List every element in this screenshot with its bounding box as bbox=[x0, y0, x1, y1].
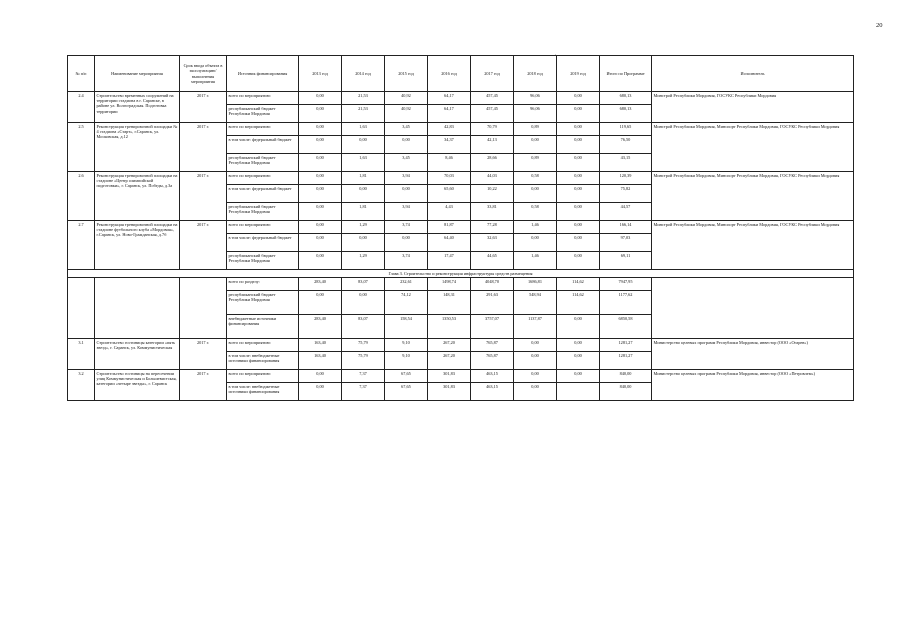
value-cell: 6850,58 bbox=[600, 315, 652, 339]
value-cell: 3,45 bbox=[385, 154, 428, 172]
value-cell: 0,00 bbox=[557, 203, 600, 221]
value-cell: 4,43 bbox=[428, 203, 471, 221]
value-cell: 42,83 bbox=[428, 123, 471, 136]
funding-source: в том числе: федеральный бюджет bbox=[227, 136, 299, 154]
value-cell: 67,65 bbox=[385, 370, 428, 383]
item-name: Строительство временных сооружений на территории стадиона в г. Саранске, в районе ул. Волгоградская. Подготовка территории bbox=[95, 92, 180, 123]
funding-source: всего по мероприятию: bbox=[227, 123, 299, 136]
value-cell: 0,00 bbox=[299, 172, 342, 185]
value-cell: 65,60 bbox=[428, 185, 471, 203]
table-body bbox=[68, 92, 854, 401]
value-cell: 21,53 bbox=[342, 105, 385, 123]
value-cell: 64,17 bbox=[428, 92, 471, 105]
item-executor: Минстрой Республики Мордовия, Минспорт Республики Мордовия, ГОСУКС Республики Мордовия bbox=[652, 221, 854, 270]
funding-source: в том числе: федеральный бюджет bbox=[227, 185, 299, 203]
value-cell: 0,00 bbox=[557, 154, 600, 172]
value-cell: 1686,81 bbox=[514, 278, 557, 291]
value-cell: 0,00 bbox=[299, 383, 342, 401]
value-cell: 1281,27 bbox=[600, 339, 652, 352]
value-cell: 0,00 bbox=[557, 172, 600, 185]
table-row bbox=[68, 123, 854, 136]
value-cell: 0,00 bbox=[299, 154, 342, 172]
value-cell: 0,00 bbox=[514, 352, 557, 370]
item-number: 2.4 bbox=[68, 92, 95, 123]
value-cell: 0,00 bbox=[299, 234, 342, 252]
funding-source: всего по мероприятию: bbox=[227, 92, 299, 105]
value-cell: 0,00 bbox=[299, 291, 342, 315]
value-cell: 0,00 bbox=[557, 352, 600, 370]
value-cell: 0,00 bbox=[299, 105, 342, 123]
header-2014: 2014 год bbox=[342, 56, 385, 92]
value-cell: 0,00 bbox=[557, 123, 600, 136]
header-no: № п/п bbox=[68, 56, 95, 92]
item-number: 2.6 bbox=[68, 172, 95, 221]
value-cell: 1,29 bbox=[342, 252, 385, 270]
value-cell: 0,89 bbox=[514, 123, 557, 136]
value-cell: 0,00 bbox=[385, 234, 428, 252]
value-cell: 81,87 bbox=[428, 221, 471, 234]
header-2017: 2017 год bbox=[471, 56, 514, 92]
page-number: 20 bbox=[876, 22, 883, 29]
value-cell: 4048,70 bbox=[471, 278, 514, 291]
funding-source: всего по мероприятию: bbox=[227, 172, 299, 185]
value-cell: 0,00 bbox=[342, 291, 385, 315]
value-cell: 765,87 bbox=[471, 352, 514, 370]
value-cell: 0,00 bbox=[514, 234, 557, 252]
value-cell: 0,00 bbox=[514, 185, 557, 203]
value-cell: 148,31 bbox=[428, 291, 471, 315]
value-cell: 0,00 bbox=[299, 136, 342, 154]
item-executor: Министерство целевых программ Республики Мордовия, инвестор (ООО «Петровлем») bbox=[652, 370, 854, 401]
funding-source: всего по мероприятию: bbox=[227, 221, 299, 234]
program-table bbox=[67, 55, 854, 401]
table-row bbox=[68, 172, 854, 185]
value-cell: 83,07 bbox=[342, 315, 385, 339]
value-cell: 0,00 bbox=[557, 339, 600, 352]
value-cell: 3,74 bbox=[385, 252, 428, 270]
value-cell: 0,00 bbox=[342, 234, 385, 252]
value-cell: 70,03 bbox=[428, 172, 471, 185]
value-cell: 114,62 bbox=[557, 278, 600, 291]
table-row bbox=[68, 370, 854, 383]
value-cell: 291,63 bbox=[471, 291, 514, 315]
empty-cell bbox=[68, 278, 95, 339]
value-cell: 840,00 bbox=[600, 370, 652, 383]
item-number: 2.5 bbox=[68, 123, 95, 172]
funding-source: республиканский бюджет Республики Мордовия bbox=[227, 252, 299, 270]
value-cell: 74,12 bbox=[385, 291, 428, 315]
value-cell: 8,46 bbox=[428, 154, 471, 172]
value-cell: 64,17 bbox=[428, 105, 471, 123]
value-cell: 301,83 bbox=[428, 370, 471, 383]
value-cell: 0,58 bbox=[514, 203, 557, 221]
value-cell: 301,83 bbox=[428, 383, 471, 401]
value-cell: 28,66 bbox=[471, 154, 514, 172]
table-row bbox=[68, 339, 854, 352]
value-cell: 0,00 bbox=[557, 92, 600, 105]
value-cell: 0,00 bbox=[299, 370, 342, 383]
value-cell: 267,20 bbox=[428, 339, 471, 352]
value-cell: 83,07 bbox=[342, 278, 385, 291]
value-cell: 69,11 bbox=[600, 252, 652, 270]
value-cell: 0,00 bbox=[557, 370, 600, 383]
item-deadline: 2017 г. bbox=[180, 221, 227, 270]
value-cell: 1137,87 bbox=[514, 315, 557, 339]
item-name: Реконструкция тренировочной площадки № 4 стадиона «Старт», г.Саранск, ул. Московская, д.12 bbox=[95, 123, 180, 172]
value-cell: 3,45 bbox=[385, 123, 428, 136]
value-cell: 765,87 bbox=[471, 339, 514, 352]
value-cell: 166,14 bbox=[600, 221, 652, 234]
value-cell: 0,00 bbox=[557, 221, 600, 234]
header-2013: 2013 год bbox=[299, 56, 342, 92]
empty-cell bbox=[652, 278, 854, 339]
chapter-title: Глава 3. Строительство и реконструкция инфраструктуры средств размещения bbox=[68, 270, 854, 278]
value-cell: 0,00 bbox=[514, 370, 557, 383]
value-cell: 3,94 bbox=[385, 172, 428, 185]
value-cell: 0,00 bbox=[342, 136, 385, 154]
header-2015: 2015 год bbox=[385, 56, 428, 92]
value-cell: 0,00 bbox=[557, 315, 600, 339]
table-header bbox=[68, 56, 854, 92]
chapter-row bbox=[68, 270, 854, 278]
scan-mark: . bbox=[555, 52, 557, 57]
value-cell: 43,15 bbox=[600, 154, 652, 172]
header-2018: 2018 год bbox=[514, 56, 557, 92]
header-2016: 2016 год bbox=[428, 56, 471, 92]
value-cell: 77,28 bbox=[471, 221, 514, 234]
value-cell: 96,06 bbox=[514, 105, 557, 123]
value-cell: 158,54 bbox=[385, 315, 428, 339]
value-cell: 40,92 bbox=[385, 105, 428, 123]
header-executor: Исполнитель bbox=[652, 56, 854, 92]
value-cell: 3757,07 bbox=[471, 315, 514, 339]
value-cell: 0,00 bbox=[514, 136, 557, 154]
value-cell: 17,47 bbox=[428, 252, 471, 270]
value-cell: 0,00 bbox=[299, 221, 342, 234]
value-cell: 267,20 bbox=[428, 352, 471, 370]
funding-source: внебюджетные источники финансирования bbox=[227, 315, 299, 339]
value-cell: 67,65 bbox=[385, 383, 428, 401]
value-cell: 283,40 bbox=[299, 278, 342, 291]
value-cell: 1,81 bbox=[342, 203, 385, 221]
value-cell: 120,39 bbox=[600, 172, 652, 185]
value-cell: 548,94 bbox=[514, 291, 557, 315]
empty-cell bbox=[180, 278, 227, 339]
funding-source: всего по мероприятию: bbox=[227, 339, 299, 352]
value-cell: 1350,53 bbox=[428, 315, 471, 339]
value-cell: 44,57 bbox=[600, 203, 652, 221]
value-cell: 0,00 bbox=[299, 92, 342, 105]
value-cell: 70,79 bbox=[471, 123, 514, 136]
value-cell: 463,15 bbox=[471, 383, 514, 401]
value-cell: 9,10 bbox=[385, 352, 428, 370]
value-cell: 97,03 bbox=[600, 234, 652, 252]
value-cell: 40,92 bbox=[385, 92, 428, 105]
chapter-total-row bbox=[68, 278, 854, 291]
funding-source: республиканский бюджет Республики Мордовия bbox=[227, 105, 299, 123]
value-cell: 0,00 bbox=[299, 203, 342, 221]
value-cell: 283,40 bbox=[299, 315, 342, 339]
value-cell: 0,00 bbox=[385, 185, 428, 203]
value-cell: 680,13 bbox=[600, 105, 652, 123]
value-cell: 1,46 bbox=[514, 221, 557, 234]
item-number: 3.2 bbox=[68, 370, 95, 401]
item-deadline: 2017 г. bbox=[180, 172, 227, 221]
value-cell: 33,81 bbox=[471, 203, 514, 221]
value-cell: 75,79 bbox=[342, 352, 385, 370]
value-cell: 0,58 bbox=[514, 172, 557, 185]
table-row bbox=[68, 92, 854, 105]
header-source: Источник финансирования bbox=[227, 56, 299, 92]
value-cell: 0,00 bbox=[557, 252, 600, 270]
value-cell: 42,13 bbox=[471, 136, 514, 154]
value-cell: 457,45 bbox=[471, 92, 514, 105]
value-cell: 0,00 bbox=[385, 136, 428, 154]
value-cell: 10,22 bbox=[471, 185, 514, 203]
value-cell: 75,79 bbox=[342, 339, 385, 352]
value-cell: 163,40 bbox=[299, 339, 342, 352]
item-executor: Минстрой Республики Мордовия, ГОСУКС Республики Мордовия bbox=[652, 92, 854, 123]
item-name: Строительство гостиницы категории «пять звезд», г. Саранск, ул. Коммунистическая bbox=[95, 339, 180, 370]
value-cell: 1,29 bbox=[342, 221, 385, 234]
value-cell: 75,82 bbox=[600, 185, 652, 203]
empty-cell bbox=[95, 278, 180, 339]
value-cell: 163,40 bbox=[299, 352, 342, 370]
value-cell: 0,00 bbox=[557, 185, 600, 203]
item-executor: Минстрой Республики Мордовия, Минспорт Республики Мордовия, ГОСУКС Республики Мордовия bbox=[652, 123, 854, 172]
value-cell: 3,94 bbox=[385, 203, 428, 221]
value-cell: 0,00 bbox=[557, 105, 600, 123]
value-cell: 0,00 bbox=[557, 234, 600, 252]
value-cell: 1,63 bbox=[342, 154, 385, 172]
header-name: Наименование мероприятия bbox=[95, 56, 180, 92]
value-cell: 1498,74 bbox=[428, 278, 471, 291]
value-cell: 1,81 bbox=[342, 172, 385, 185]
table-row bbox=[68, 221, 854, 234]
item-number: 2.7 bbox=[68, 221, 95, 270]
item-number: 3.1 bbox=[68, 339, 95, 370]
value-cell: 463,15 bbox=[471, 370, 514, 383]
value-cell: 0,00 bbox=[514, 339, 557, 352]
value-cell: 44,65 bbox=[471, 252, 514, 270]
value-cell: 34,37 bbox=[428, 136, 471, 154]
funding-source: в том числе: федеральный бюджет bbox=[227, 234, 299, 252]
value-cell: 0,89 bbox=[514, 154, 557, 172]
value-cell: 44,03 bbox=[471, 172, 514, 185]
item-name: Реконструкция тренировочной площадки на стадионе футбольного клуба «Мордовия», г.Саранск, ул. Ново-Гражданская, д.7б bbox=[95, 221, 180, 270]
value-cell: 7,37 bbox=[342, 370, 385, 383]
value-cell: 1177,62 bbox=[600, 291, 652, 315]
item-deadline: 2017 г. bbox=[180, 370, 227, 401]
value-cell: 457,45 bbox=[471, 105, 514, 123]
value-cell: 0,00 bbox=[514, 383, 557, 401]
header-2019: 2019 год bbox=[557, 56, 600, 92]
value-cell: 0,00 bbox=[299, 185, 342, 203]
value-cell: 0,00 bbox=[299, 252, 342, 270]
value-cell: 7947,95 bbox=[600, 278, 652, 291]
funding-source: в том числе: внебюджетные источники финансирования bbox=[227, 352, 299, 370]
item-executor: Минстрой Республики Мордовия, Минспорт Республики Мордовия, ГОСУКС Республики Мордовия bbox=[652, 172, 854, 221]
value-cell: 680,13 bbox=[600, 92, 652, 105]
value-cell: 0,00 bbox=[557, 136, 600, 154]
item-deadline: 2017 г. bbox=[180, 123, 227, 172]
value-cell: 76,50 bbox=[600, 136, 652, 154]
funding-source: всего по мероприятию: bbox=[227, 370, 299, 383]
value-cell: 1281,27 bbox=[600, 352, 652, 370]
item-deadline: 2017 г. bbox=[180, 339, 227, 370]
funding-source: республиканский бюджет Республики Мордовия bbox=[227, 154, 299, 172]
funding-source: в том числе: внебюджетные источники финансирования bbox=[227, 383, 299, 401]
value-cell bbox=[557, 383, 600, 401]
value-cell: 32,63 bbox=[471, 234, 514, 252]
value-cell: 840,00 bbox=[600, 383, 652, 401]
value-cell: 114,62 bbox=[557, 291, 600, 315]
value-cell: 0,00 bbox=[299, 123, 342, 136]
item-name: Реконструкция тренировочной площадки на стадионе «Центр олимпийской подготовки», г. Саранск, ул. Победы, д.3а bbox=[95, 172, 180, 221]
funding-source: республиканский бюджет Республики Мордовия bbox=[227, 291, 299, 315]
value-cell: 96,06 bbox=[514, 92, 557, 105]
value-cell: 1,46 bbox=[514, 252, 557, 270]
funding-source: всего по разделу: bbox=[227, 278, 299, 291]
value-cell: 119,65 bbox=[600, 123, 652, 136]
value-cell: 232,61 bbox=[385, 278, 428, 291]
value-cell: 9,10 bbox=[385, 339, 428, 352]
funding-source: республиканский бюджет Республики Мордовия bbox=[227, 203, 299, 221]
value-cell: 7,37 bbox=[342, 383, 385, 401]
header-deadline: Срок ввода объекта в эксплуатацию/ выполнения мероприятия bbox=[180, 56, 227, 92]
item-deadline: 2017 г. bbox=[180, 92, 227, 123]
value-cell: 0,00 bbox=[342, 185, 385, 203]
value-cell: 1,63 bbox=[342, 123, 385, 136]
header-total: Итого по Программе bbox=[600, 56, 652, 92]
item-executor: Министерство целевых программ Республики Мордовия, инвестор (ООО «Огарев») bbox=[652, 339, 854, 370]
value-cell: 21,53 bbox=[342, 92, 385, 105]
item-name: Строительство гостиницы на пересечении улиц Коммунистическая и Большевистская, категории «четыре звезды», г. Саранск bbox=[95, 370, 180, 401]
value-cell: 64,40 bbox=[428, 234, 471, 252]
value-cell: 3,74 bbox=[385, 221, 428, 234]
